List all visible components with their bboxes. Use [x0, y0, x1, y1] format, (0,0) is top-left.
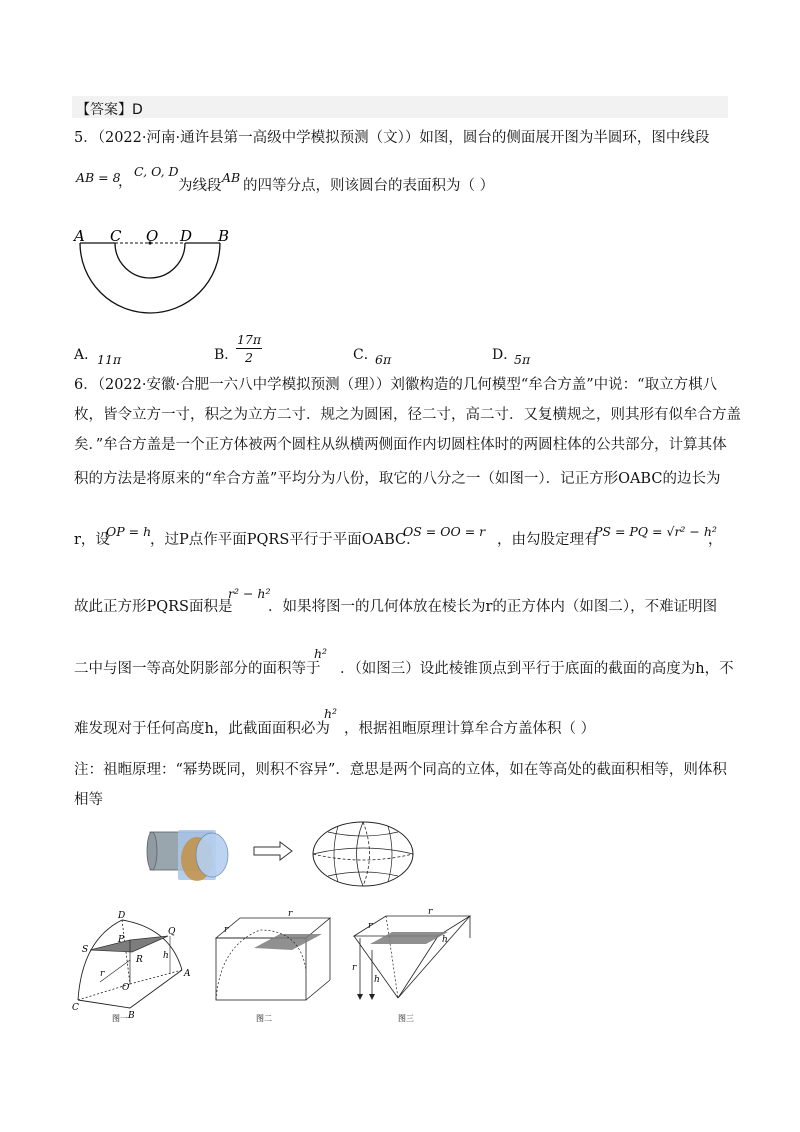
q6-line6-a: 故此正方形PQRS面积是 [74, 599, 233, 615]
q5-text-seg: 为线段 [178, 178, 222, 194]
fig1-label-b: B [128, 1011, 135, 1021]
q6-line8-b: ，根据祖暅原理计算牟合方盖体积（ ） [344, 721, 596, 737]
q5-option-c-label[interactable]: C． [353, 347, 378, 363]
fig1-label-s: S [82, 945, 89, 955]
q6-math-r2-h2: r² − h² [228, 586, 271, 601]
q6-math-op-h: OP = h [106, 524, 152, 539]
q6-math-ps-pq: PS = PQ = √r² − h² [594, 524, 717, 539]
q5-option-c-value: 6π [375, 352, 392, 367]
q6-line5-c: ，由勾股定理有 [497, 532, 599, 548]
q5-label-d: D [180, 227, 193, 245]
q5-option-a-label[interactable]: A． [74, 347, 99, 363]
q6-stem-line1: 6．（2022·安徽·合肥一六八中学模拟预测（理））刘徽构造的几何模型“牟合方盖”中说：“取立方棋八 [74, 377, 718, 393]
q6-note-line2: 相等 [74, 792, 103, 808]
fig1-label-c: C [72, 1003, 79, 1013]
q5-text-rest: 的四等分点，则该圆台的表面积为（ ） [243, 178, 495, 194]
q6-line8-a: 难发现对于任何高度h，此截面面积必为 [74, 721, 330, 737]
q5-annulus-figure [70, 224, 250, 324]
fig3-label-h1: h [442, 935, 448, 945]
q5-label-b: B [218, 227, 230, 245]
figure-3 [346, 908, 476, 1008]
q5-label-a: A [74, 227, 85, 245]
q5-option-b-denominator: 2 [245, 350, 253, 365]
answer-text: 【答案】D [76, 102, 143, 118]
fig1-label-a: A [184, 969, 191, 979]
q5-comma: ， [118, 174, 133, 190]
q6-stem-line3: 矣．”牟合方盖是一个正方体被两个圆柱从纵横两侧面作内切圆柱体时的两圆柱体的公共部分，计算其体 [74, 437, 727, 453]
q5-option-b-numerator: 17π [236, 332, 262, 347]
q6-stem-line4: 积的方法是将原来的“牟合方盖”平均分为八份，取它的八分之一（如图一）．记正方形OABC的边长为 [74, 471, 721, 487]
q5-math-ab2: AB [222, 170, 241, 185]
right-arrow-icon [252, 840, 296, 862]
q6-line7-b: ．（如图三）设此棱锥顶点到平行于底面的截面的高度为h，不 [340, 661, 734, 677]
fig1-label-r2: r [100, 969, 105, 979]
q5-option-d-label[interactable]: D． [492, 347, 518, 363]
q6-line6-b: ．如果将图一的几何体放在棱长为r的正方体内（如图二），不难证明图 [268, 599, 718, 615]
fig2-label-r1: r [224, 925, 229, 935]
q5-math-ab: AB = 8 [76, 170, 121, 185]
q6-line5-b: ，过P点作平面PQRS平行于平面OABC． [150, 532, 421, 548]
figure-1 [70, 910, 200, 1025]
fig1-label-q: Q [168, 927, 176, 937]
figure-2 [210, 910, 340, 1010]
q5-label-o: O [146, 227, 159, 245]
mouhe-fanggai-wireframe [308, 818, 418, 890]
q5-option-a-value: 11π [97, 352, 122, 367]
fig1-label-d: D [118, 911, 126, 921]
fig3-label-r3: r [352, 963, 357, 973]
q5-stem-line1: 5．（2022·河南·通许县第一高级中学模拟预测（文））如图，圆台的侧面展开图为半圆环，图中线段 [74, 130, 710, 146]
q5-option-b-fraction [236, 332, 262, 365]
fig3-label-r2: r [428, 908, 433, 917]
fig2-caption: 图二 [256, 1014, 272, 1023]
q6-stem-line2: 枚，皆令立方一寸，积之为立方二寸．规之为圆囷，径二寸，高二寸．又复横规之，则其形有似牟合方盖 [74, 407, 741, 423]
fig1-caption: 图一 [112, 1014, 128, 1023]
q6-math-h2-a: h² [314, 646, 328, 661]
q6-line5-a: r，设 [74, 532, 110, 548]
fig3-caption: 图三 [398, 1014, 414, 1023]
fig2-label-r2: r [288, 910, 293, 919]
q6-line5-d: ， [708, 532, 723, 548]
fig3-label-h2: h [374, 975, 380, 985]
q5-label-c: C [110, 227, 122, 245]
q5-math-cod: C, O, D [134, 164, 179, 179]
q5-option-d-value: 5π [514, 352, 531, 367]
fig1-label-o: O [122, 983, 130, 993]
q6-math-os-oo-r: OS = OO = r [403, 524, 486, 539]
q6-math-h2-b: h² [324, 706, 338, 721]
fig3-label-r1: r [368, 921, 373, 931]
fig1-label-r: R [136, 955, 143, 965]
q6-note-line1: 注：祖暅原理：“幂势既同，则积不容异”．意思是两个同高的立体，如在等高处的截面积相等，则体积 [74, 762, 727, 778]
fig1-label-p: P [118, 935, 125, 945]
q5-option-b-label[interactable]: B． [214, 347, 239, 363]
q6-line7-a: 二中与图一等高处阴影部分的面积等于 [74, 661, 321, 677]
intersecting-cylinders-image [146, 822, 246, 886]
answer-bar [72, 96, 728, 118]
fig1-label-h: h [163, 951, 169, 961]
